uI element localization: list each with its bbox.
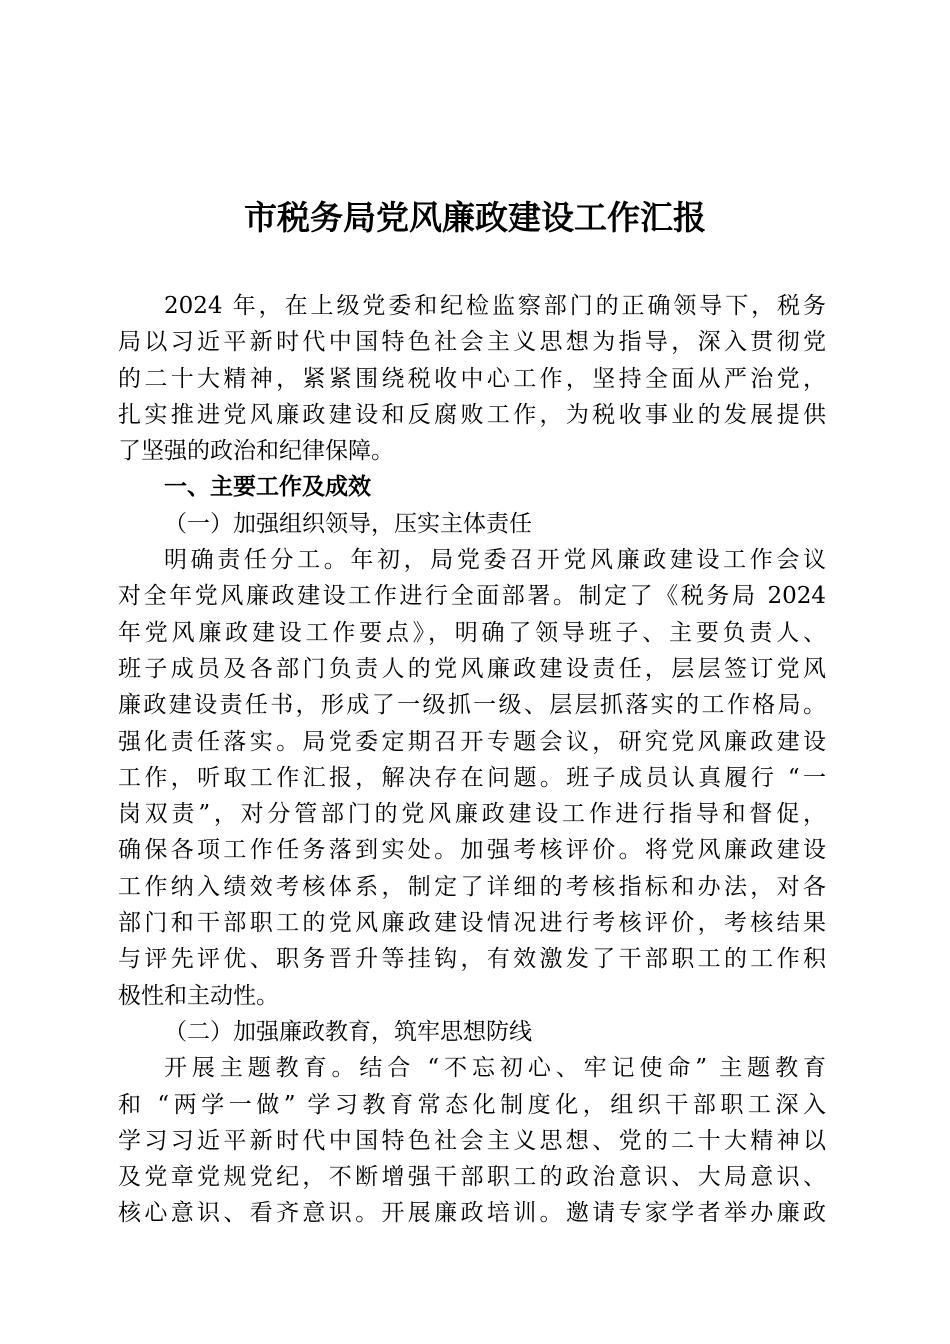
paragraph-line: 廉政建设责任书，形成了一级抓一级、层层抓落实的工作格局。 — [118, 692, 826, 719]
paragraph-line: 和 “两学一做” 学习教育常态化制度化，组织干部职工深入 — [118, 1091, 826, 1118]
paragraph-line: 强化责任落实。局党委定期召开专题会议，研究党风廉政建设 — [118, 728, 826, 755]
paragraph-line: 工作纳入绩效考核体系，制定了详细的考核指标和办法，对各 — [118, 873, 826, 900]
section-heading: 一、主要工作及成效 — [164, 474, 371, 501]
paragraph-line: 与评先评优、职务晋升等挂钩，有效激发了干部职工的工作积 — [118, 946, 826, 973]
paragraph-line: 学习习近平新时代中国特色社会主义思想、党的二十大精神以 — [118, 1127, 826, 1154]
paragraph-line: 极性和主动性。 — [118, 982, 279, 1009]
subsection-heading: （一）加强组织领导，压实主体责任 — [164, 510, 532, 537]
paragraph-line: 对全年党风廉政建设工作进行全面部署。制定了《税务局 2024 — [118, 583, 826, 610]
paragraph-line: 确保各项工作任务落到实处。加强考核评价。将党风廉政建设 — [118, 837, 826, 864]
paragraph-line: 的二十大精神，紧紧围绕税收中心工作，坚持全面从严治党， — [118, 365, 826, 392]
paragraph-line: 及党章党规党纪，不断增强干部职工的政治意识、大局意识、 — [118, 1164, 826, 1191]
paragraph-line: 工作，听取工作汇报，解决存在问题。班子成员认真履行 “一 — [118, 764, 826, 791]
paragraph-line: 部门和干部职工的党风廉政建设情况进行考核评价，考核结果 — [118, 910, 826, 937]
paragraph-line: 明确责任分工。年初，局党委召开党风廉政建设工作会议 — [164, 547, 826, 574]
paragraph-line: 年党风廉政建设工作要点》，明确了领导班子、主要负责人、 — [118, 619, 826, 646]
paragraph-line: 了坚强的政治和纪律保障。 — [118, 438, 394, 465]
document-title: 市税务局党风廉政建设工作汇报 — [244, 198, 706, 237]
paragraph-line: 局以习近平新时代中国特色社会主义思想为指导，深入贯彻党 — [118, 329, 826, 356]
paragraph-line: 核心意识、看齐意识。开展廉政培训。邀请专家学者举办廉政 — [118, 1200, 826, 1227]
paragraph-line: 2024 年，在上级党委和纪检监察部门的正确领导下，税务 — [164, 293, 826, 319]
paragraph-line: 开展主题教育。结合 “不忘初心、牢记使命” 主题教育 — [164, 1055, 826, 1082]
paragraph-line: 班子成员及各部门负责人的党风廉政建设责任，层层签订党风 — [118, 655, 826, 682]
paragraph-line: 扎实推进党风廉政建设和反腐败工作，为税收事业的发展提供 — [118, 401, 826, 428]
document-body — [118, 288, 826, 1232]
subsection-heading: （二）加强廉政教育，筑牢思想防线 — [164, 1018, 532, 1045]
paragraph-line: 岗双责”，对分管部门的党风廉政建设工作进行指导和督促， — [118, 801, 826, 828]
